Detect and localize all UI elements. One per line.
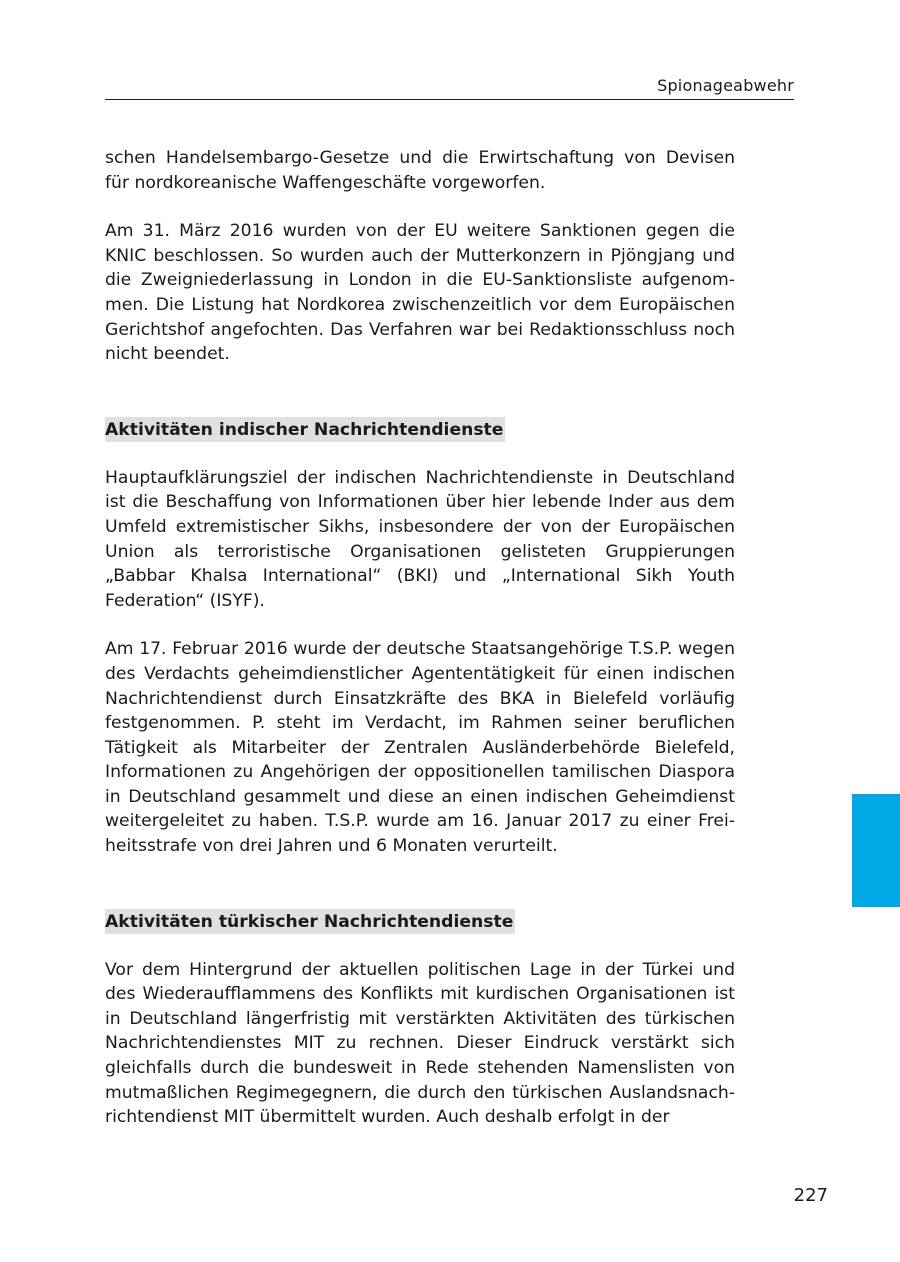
paragraph-indian-arrest: Am 17. Februar 2016 wurde der deutsche Staatsangehörige T.S.P. wegen des Verdachts geheimdienstlicher Agententätigkeit für einen indischen Nachrichtendienst durch Einsatzkräfte des BKA in Bielefeld vorläufig festgenommen. P. steht im Verdacht, im Rahmen seiner beruflichen Tätigkeit als Mitarbeiter der Zentralen Ausländerbehörde Bielefeld, Informationen zu Angehörigen der oppositionellen tamilischen Diaspora in Deutschland gesammelt und diese an einen indischen Geheimdienst weitergeleitet zu haben. T.S.P. wurde am 16. Januar 2017 zu einer Freiheitsstrafe von drei Jahren und 6 Monaten verurteilt. <box>105 639 735 857</box>
page-content <box>105 146 735 1130</box>
paragraph-turkish-activities: Vor dem Hintergrund der aktuellen politischen Lage in der Türkei und des Wiederaufflammens des Konflikts mit kurdischen Organisationen ist in Deutschland längerfristig mit verstärkten Aktivitäten des türkischen Nachrichtendienstes MIT zu rechnen. Dieser Eindruck verstärkt sich gleichfalls durch die bundesweit in Rede stehenden Namenslisten von mutmaßlichen Regimegegnern, die durch den türkischen Auslandsnachrichtendienst MIT übermittelt wurden. Auch deshalb erfolgt in der <box>105 959 735 1128</box>
paragraph-indian-objectives: Hauptaufklärungsziel der indischen Nachrichtendienste in Deutschland ist die Beschaffung von Informationen über hier lebende Inder aus dem Umfeld extremistischer Sikhs, insbesondere der von der Europäischen Union als terroristische Organisationen gelisteten Gruppierungen „Babbar Khalsa International“ (BKI) und „International Sikh Youth Federation“ (ISYF). <box>105 467 735 611</box>
chapter-side-tab <box>852 794 900 907</box>
paragraph-continuation: schen Handelsembargo-Gesetze und die Erwirtschaftung von Devisen für nordkoreanische Waffengeschäfte vorgeworfen. <box>105 148 735 193</box>
running-header <box>105 74 794 100</box>
paragraph-knic-sanctions: Am 31. März 2016 wurden von der EU weitere Sanktionen gegen die KNIC beschlossen. So wurden auch der Mutterkonzern in Pjöngjang und die Zweigniederlassung in London in die EU-Sanktionsliste aufgenommen. Die Listung hat Nordkorea zwischenzeitlich vor dem Europäischen Gerichtshof angefochten. Das Verfahren war bei Redaktionsschluss noch nicht beendet. <box>105 221 735 365</box>
running-header-title: Spionageabwehr <box>657 76 794 95</box>
page-number: 227 <box>793 1185 828 1206</box>
section-heading-turkish-services: Aktivitäten türkischer Nachrichtendienste <box>105 909 515 934</box>
section-heading-indian-services: Aktivitäten indischer Nachrichtendienste <box>105 417 505 442</box>
